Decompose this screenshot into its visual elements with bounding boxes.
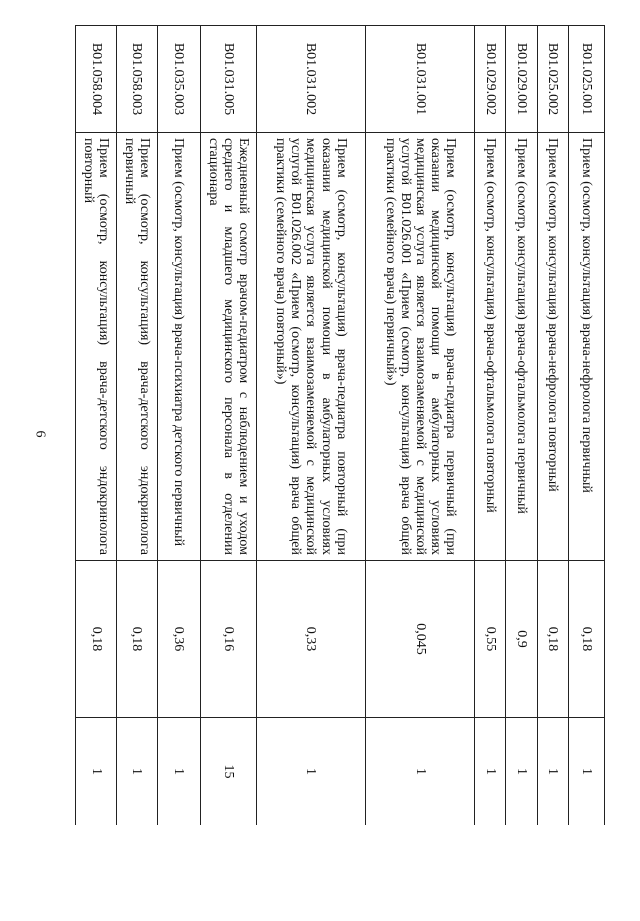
- multiplicity-value: 1: [537, 718, 569, 826]
- service-name: Прием (осмотр, консультация) врача-педиатра первичный (при оказании медицинской помощи в амбулаторных условиях медицинская услуга является взаимозаменяемой с медицинской услугой B01.026.001 «Прием (осмотр, консультация) врача общей практики (семейного врача) первичный»): [366, 133, 475, 561]
- service-name: Прием (осмотр, консультация) врача-детского эндокринолога первичный: [116, 133, 157, 561]
- multiplicity-value: 1: [569, 718, 605, 826]
- frequency-value: 0,9: [505, 561, 537, 718]
- service-name: Прием (осмотр, консультация) врача-детского эндокринолога повторный: [76, 133, 117, 561]
- multiplicity-value: 15: [200, 718, 256, 826]
- service-name: Прием (осмотр, консультация) врача-нефролога повторный: [537, 133, 569, 561]
- frequency-value: 0,36: [157, 561, 200, 718]
- multiplicity-value: 1: [157, 718, 200, 826]
- frequency-value: 0,18: [569, 561, 605, 718]
- service-code: B01.025.001: [569, 26, 605, 133]
- service-code: B01.031.001: [366, 26, 475, 133]
- service-name: Прием (осмотр, консультация) врача-офтальмолога повторный: [475, 133, 506, 561]
- table-row: [116, 26, 157, 826]
- service-code: B01.058.004: [76, 26, 117, 133]
- multiplicity-value: 1: [475, 718, 506, 826]
- frequency-value: 0,18: [537, 561, 569, 718]
- multiplicity-value: 1: [366, 718, 475, 826]
- table-row: [475, 26, 506, 826]
- multiplicity-value: 1: [256, 718, 365, 826]
- frequency-value: 0,045: [366, 561, 475, 718]
- multiplicity-value: 1: [76, 718, 117, 826]
- service-name: Прием (осмотр, консультация) врача-психиатра детского первичный: [157, 133, 200, 561]
- frequency-value: 0,16: [200, 561, 256, 718]
- table-row: [537, 26, 569, 826]
- table-row: [505, 26, 537, 826]
- service-name: Прием (осмотр, консультация) врача-нефролога первичный: [569, 133, 605, 561]
- frequency-value: 0,55: [475, 561, 506, 718]
- service-code: B01.031.005: [200, 26, 256, 133]
- table-row: [157, 26, 200, 826]
- services-table-wrapper: [75, 25, 605, 825]
- table-row: [256, 26, 365, 826]
- multiplicity-value: 1: [116, 718, 157, 826]
- table-row: [200, 26, 256, 826]
- service-name: Ежедневный осмотр врачом-педиатром с наблюдением и уходом среднего и младшего медицинского персонала в отделении стационара: [200, 133, 256, 561]
- service-code: B01.029.002: [475, 26, 506, 133]
- service-name: Прием (осмотр, консультация) врача-педиатра повторный (при оказании медицинской помощи в амбулаторных условиях медицинская услуга является взаимозаменяемой с медицинской услугой B01.026.002 «Прием (осмотр, консультация) врача общей практики (семейного врача) повторный»): [256, 133, 365, 561]
- frequency-value: 0,18: [76, 561, 117, 718]
- multiplicity-value: 1: [505, 718, 537, 826]
- table-row: [76, 26, 117, 826]
- frequency-value: 0,18: [116, 561, 157, 718]
- frequency-value: 0,33: [256, 561, 365, 718]
- service-code: B01.058.003: [116, 26, 157, 133]
- service-name: Прием (осмотр, консультация) врача-офтальмолога первичный: [505, 133, 537, 561]
- service-code: B01.029.001: [505, 26, 537, 133]
- table-row: [366, 26, 475, 826]
- medical-services-table: [75, 25, 605, 825]
- service-code: B01.031.002: [256, 26, 365, 133]
- service-code: B01.025.002: [537, 26, 569, 133]
- page-number: 6: [32, 430, 48, 438]
- service-code: B01.035.003: [157, 26, 200, 133]
- table-row: [569, 26, 605, 826]
